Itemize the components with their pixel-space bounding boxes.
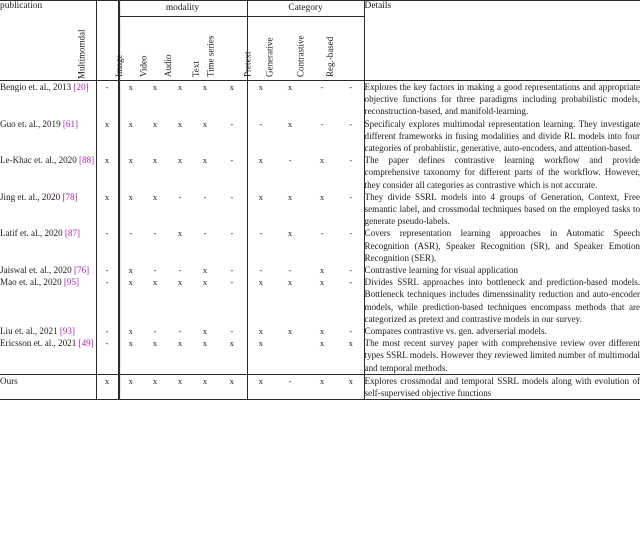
cell-category-pretext: x: [258, 338, 263, 349]
cell-modality-text: x: [202, 82, 208, 92]
cell-modality-audio: x: [177, 155, 183, 166]
cell-modality-text: -: [203, 191, 207, 202]
cell-modality-audio: x: [177, 118, 183, 129]
cell-modality-text: x: [202, 265, 208, 276]
cell-multimodal: -: [96, 325, 118, 337]
cell-modality-time-series: -: [217, 118, 247, 155]
publication-name: Ericsson et. al., 2021: [0, 338, 79, 349]
cell-details: The paper defines contrastive learning workflow and provide comprehensive taxonomy for different parts of the workflow. However, they consider all categories as contrastive which is not accurate.: [364, 155, 640, 190]
cell-category-contrastive: x: [319, 277, 325, 288]
header-col-audio-label: Audio: [162, 54, 173, 77]
cell-category-generative: -: [274, 374, 306, 399]
cell-modality-video: -: [153, 265, 157, 276]
cell-modality-audio: -: [178, 326, 182, 337]
cell-modality-video: x: [152, 338, 158, 349]
citation-link[interactable]: [76]: [74, 265, 90, 276]
cell-category-pretext: x: [258, 191, 263, 202]
header-group-row: [0, 1, 640, 17]
cell-modality-text: x: [193, 374, 217, 399]
publication-name: Mao et. al., 2020: [0, 277, 64, 288]
header-col-time-series-label: Time series: [205, 35, 216, 77]
table-row: [0, 264, 640, 276]
cell-modality-image: x: [118, 374, 143, 399]
cell-category-generative: x: [287, 228, 293, 239]
cell-modality-audio: x: [177, 277, 183, 288]
table-row: [0, 276, 640, 325]
cell-category-reg-based: x: [338, 374, 364, 399]
cell-publication: [0, 191, 96, 228]
cell-multimodal: -: [96, 227, 118, 264]
cell-multimodal: -: [96, 337, 118, 374]
cell-modality-video: x: [152, 155, 158, 166]
cell-publication: [0, 325, 96, 337]
cell-category-generative: [274, 337, 306, 374]
cell-details: Explores the key factors in making a good representations and appropriate objective functions for three paradigms including probabilistic models, reconstruction-based, and manifold-learning.: [364, 82, 640, 117]
publication-name: Jing et. al., 2020: [0, 191, 63, 202]
publication-name: Guo et. al., 2019: [0, 118, 63, 129]
cell-category-generative: x: [287, 118, 293, 129]
cell-category-generative: x: [287, 326, 293, 337]
cell-modality-video: x: [152, 277, 158, 288]
header-col-image-label: Image: [113, 54, 124, 77]
cell-category-reg-based: -: [338, 191, 364, 228]
cell-modality-audio: x: [177, 82, 183, 92]
cell-category-reg-based: -: [338, 154, 364, 191]
cell-multimodal: -: [96, 81, 118, 118]
cell-modality-video: x: [152, 82, 158, 92]
cell-modality-time-series: -: [217, 325, 247, 337]
cell-modality-video: x: [152, 118, 158, 129]
cell-modality-text: x: [202, 118, 208, 129]
cell-modality-audio: x: [177, 228, 183, 239]
cell-modality-image: x: [118, 276, 143, 325]
cell-modality-image: x: [118, 191, 143, 228]
publication-name: Liu et. al., 2021: [0, 326, 60, 337]
cell-multimodal: x: [96, 374, 118, 399]
cell-modality-time-series: -: [217, 276, 247, 325]
cell-modality-text: -: [203, 228, 207, 239]
table-body: [0, 81, 640, 400]
table-row: [0, 191, 640, 228]
cell-category-reg-based: -: [338, 81, 364, 118]
cell-modality-video: x: [152, 191, 158, 202]
cell-publication: [0, 81, 96, 118]
publication-name: Latif et. al., 2020: [0, 228, 65, 239]
cell-category-reg-based: -: [338, 118, 364, 155]
header-col-reg-based: [324, 17, 364, 81]
cell-category-contrastive: x: [319, 265, 325, 276]
cell-modality-audio: x: [167, 374, 193, 399]
cell-category-pretext: -: [259, 228, 263, 239]
header-col-contrastive-label: Contrastive: [295, 35, 306, 77]
cell-category-contrastive: x: [319, 191, 325, 202]
citation-link[interactable]: [78]: [62, 191, 78, 202]
cell-category-contrastive: x: [319, 155, 325, 166]
citation-link[interactable]: [95]: [63, 277, 80, 288]
table-row: [0, 227, 640, 264]
table-row: [0, 118, 640, 155]
cell-multimodal: x: [96, 154, 118, 191]
cell-modality-time-series: -: [217, 154, 247, 191]
cell-multimodal: x: [96, 118, 118, 155]
cell-category-generative: x: [287, 82, 293, 92]
cell-publication: [0, 337, 96, 374]
cell-category-contrastive: x: [319, 338, 325, 349]
table-row: [0, 154, 640, 191]
cell-category-reg-based: -: [338, 227, 364, 264]
cell-multimodal: -: [96, 264, 118, 276]
cell-category-pretext: x: [258, 155, 263, 166]
cell-modality-image: x: [118, 118, 143, 155]
cell-modality-text: x: [202, 277, 208, 288]
cell-publication: [0, 276, 96, 325]
cell-category-generative: -: [288, 155, 292, 166]
publication-name: Ours: [0, 375, 18, 386]
publication-name: Le-Khac et. al., 2020: [0, 155, 80, 166]
cell-category-pretext: x: [258, 277, 263, 288]
table-row: [0, 374, 640, 399]
citation-link[interactable]: [88]: [79, 155, 95, 166]
cell-publication: [0, 118, 96, 155]
cell-modality-time-series: x: [217, 337, 247, 374]
cell-modality-audio: -: [178, 265, 182, 276]
header-col-reg-based-label: Reg.-based: [324, 36, 335, 77]
cell-publication: [0, 154, 96, 191]
cell-modality-time-series: -: [217, 191, 247, 228]
cell-modality-audio: x: [177, 338, 183, 349]
header-col-video-label: Video: [138, 55, 149, 77]
cell-modality-time-series: -: [217, 264, 247, 276]
cell-publication: [0, 374, 96, 399]
cell-category-contrastive: x: [319, 326, 325, 337]
table-row: [0, 325, 640, 337]
header-col-audio: [162, 17, 193, 81]
cell-category-reg-based: -: [338, 264, 364, 276]
table-header: [0, 1, 640, 81]
cell-category-contrastive: x: [306, 374, 338, 399]
cell-details: Compares contrastive vs. gen. adverserial models.: [364, 326, 547, 337]
cell-details: Covers representation learning approaches in Automatic Speech Recognition (ASR), Speaker Recognition (SR), and Speaker Emotion Recognition (SER).: [364, 228, 640, 263]
cell-category-reg-based: x: [338, 337, 364, 374]
header-details: Details: [364, 1, 640, 81]
cell-modality-image: x: [118, 81, 143, 118]
cell-category-pretext: x: [258, 82, 263, 92]
header-category-group: Category: [247, 1, 364, 17]
cell-details: Contrastive learning for visual application: [364, 265, 519, 276]
cell-publication: [0, 227, 96, 264]
cell-modality-video: x: [143, 374, 167, 399]
cell-category-reg-based: -: [338, 276, 364, 325]
cell-modality-image: x: [118, 325, 143, 337]
cell-modality-text: x: [202, 326, 208, 337]
header-col-pretext-label: Pretext: [242, 51, 253, 77]
header-col-text-label: Text: [191, 61, 202, 77]
cell-multimodal: x: [96, 191, 118, 228]
cell-modality-image: x: [118, 154, 143, 191]
cell-modality-time-series: x: [217, 374, 247, 399]
cell-modality-image: -: [118, 227, 143, 264]
cell-details: They divide SSRL models into 4 groups of Generation, Context, Free semantic label, and crossmodal techniques based on the employed tasks to generate pseudo-labels.: [364, 191, 640, 227]
publication-name: Jaiswal et. al., 2020: [0, 265, 74, 276]
cell-category-contrastive: -: [320, 228, 324, 239]
header-multimodal-label: Multimomdal: [76, 29, 87, 79]
cell-modality-time-series: -: [217, 227, 247, 264]
cell-category-reg-based: -: [338, 325, 364, 337]
cell-category-generative: -: [288, 265, 292, 276]
cell-category-contrastive: -: [320, 118, 324, 129]
citation-link[interactable]: [20]: [73, 82, 89, 92]
header-publication: publication: [0, 1, 96, 81]
cell-multimodal: -: [96, 276, 118, 325]
citation-link[interactable]: [93]: [59, 326, 76, 337]
cell-modality-video: -: [153, 326, 157, 337]
publication-name: Bengio et. al., 2013: [0, 82, 74, 92]
cell-details: Explores crossmodal and temporal SSRL models along with evolution of self-supervised objective functions: [364, 375, 640, 399]
cell-category-pretext: x: [247, 374, 274, 399]
cell-details: The most recent survey paper with comprehensive review over different types SSRL models. However they reviewed limited number of multimodal and temporal methods.: [364, 338, 640, 373]
cell-details: Specificaly explores multimodal representation learning. They investigate different frameworks in fusing modalities and divide RL models into four categories of probablistic, generative, auto-encoders, and attention-based.: [364, 118, 640, 154]
cell-modality-video: -: [153, 228, 157, 239]
cell-category-contrastive: -: [320, 82, 324, 92]
citation-link[interactable]: [61]: [62, 118, 79, 129]
citation-link[interactable]: [49]: [78, 338, 94, 349]
cell-publication: [0, 264, 96, 276]
cell-category-generative: x: [287, 191, 293, 202]
cell-category-generative: x: [287, 277, 293, 288]
cell-modality-text: x: [202, 338, 208, 349]
cell-category-pretext: -: [259, 265, 263, 276]
cell-modality-audio: -: [178, 191, 182, 202]
table-row: [0, 337, 640, 374]
cell-modality-time-series: x: [217, 81, 247, 118]
table-row: [0, 81, 640, 118]
cell-category-pretext: x: [258, 326, 263, 337]
cell-details: Divides SSRL approaches into bottleneck and prediction-based models. Bottleneck techniques includes dimenssinality reduction and auto-encoder models, while prediction-based techniques encompass methods that are categorized as pretext and contrastive models in our survey.: [364, 277, 640, 324]
header-modality-group: modality: [118, 1, 247, 17]
cell-modality-image: x: [118, 337, 143, 374]
cell-modality-text: x: [202, 155, 208, 166]
cell-modality-image: x: [118, 264, 143, 276]
header-col-generative-label: Generative: [264, 37, 275, 77]
cell-category-pretext: -: [259, 118, 263, 129]
citation-link[interactable]: [87]: [64, 228, 81, 239]
